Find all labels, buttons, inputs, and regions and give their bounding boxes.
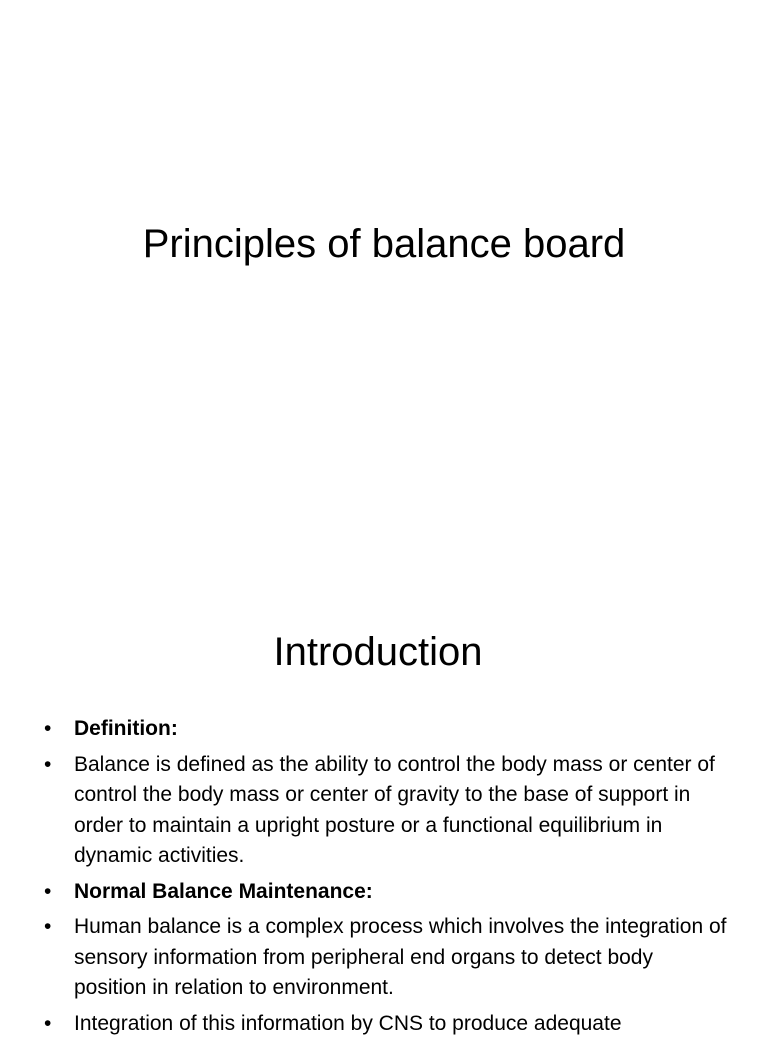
bullet-text: Integration of this information by CNS to produce adequate (74, 1011, 622, 1035)
bullet-icon: • (44, 915, 52, 938)
slide-2 (0, 576, 768, 1035)
bullet-text: Normal Balance Maintenance: (74, 879, 373, 903)
bullet-icon: • (44, 717, 52, 740)
bullet-text: Human balance is a complex process which involves the integration of sensory information from peripheral end organs to detect body position in relation to environment. (74, 915, 727, 999)
slide-title: Principles of balance board (142, 222, 626, 266)
slide-title: Introduction (273, 630, 483, 674)
bullet-list (40, 714, 730, 1044)
bullet-icon: • (44, 1011, 52, 1035)
bullet-item-definition-heading (40, 714, 730, 745)
bullet-icon: • (44, 752, 52, 776)
bullet-text: Definition: (74, 717, 178, 740)
bullet-item-definition (40, 750, 730, 872)
bullet-text: Balance is defined as the ability to control the body mass or center of control the body mass or center of gravity to the base of support in order to maintain a upright posture or a functional equilibrium in dynamic activities. (74, 752, 715, 867)
bullet-item-maintenance-heading (40, 877, 730, 908)
bullet-icon: • (44, 879, 52, 903)
bullet-item-maintenance (40, 912, 730, 1004)
